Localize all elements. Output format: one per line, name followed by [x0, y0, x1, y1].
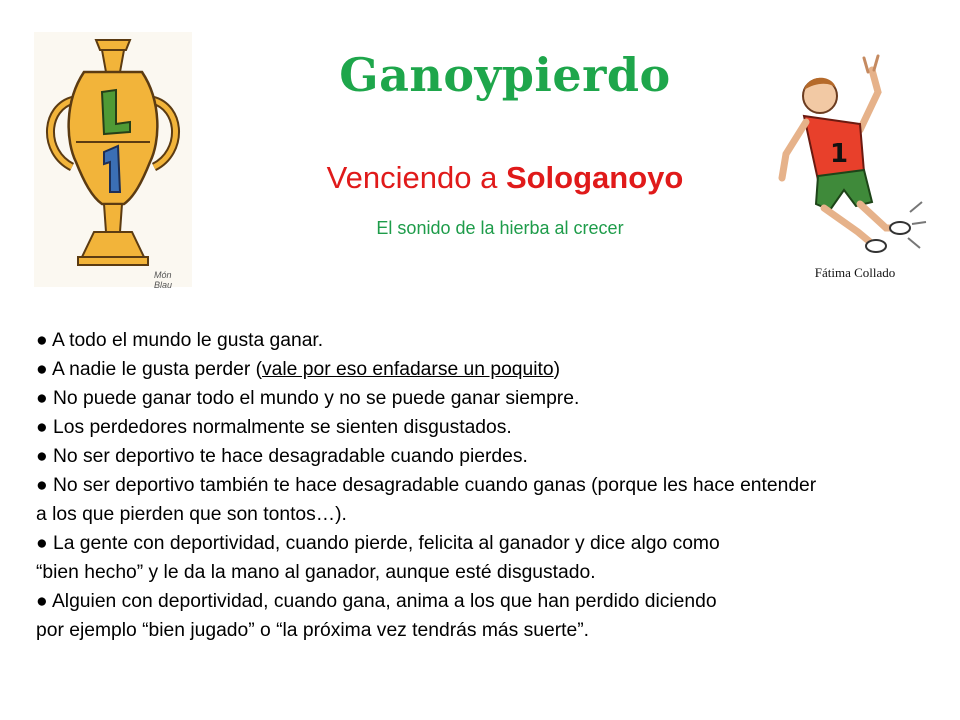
player-illustration — [760, 52, 930, 257]
subtitle — [270, 160, 740, 196]
page-title: Ganoypierdo — [339, 48, 671, 102]
subtitle-prefix: Venciendo a — [326, 160, 506, 195]
bullet-2-pre: ● A nadie le gusta perder ( — [36, 359, 263, 380]
bullet-item-8-line-2: por ejemplo “bien jugado” o “la próxima vez tendrás más suerte”. — [36, 620, 589, 641]
subtitle-bold: Sologanoyo — [505, 160, 684, 195]
bullet-item-6-line-2: a los que pierden que son tontos…). — [36, 504, 347, 525]
bullet-item-7-line-2: “bien hecho” y le da la mano al ganador, aunque esté disgustado. — [36, 562, 596, 583]
bullet-item-4: ● Los perdedores normalmente se sienten disgustados. — [36, 417, 512, 438]
player-shirt-number: 1 — [830, 139, 849, 169]
bullet-item-2 — [36, 355, 936, 384]
bullet-item-6-line-1: ● No ser deportivo también te hace desagradable cuando ganas (porque les hace entender — [36, 475, 817, 496]
jumping-player-icon — [760, 52, 930, 257]
bullet-item-3: ● No puede ganar todo el mundo y no se puede ganar siempre. — [36, 388, 580, 409]
trophy-illustration — [34, 32, 192, 290]
bullet-item-7-line-1: ● La gente con deportividad, cuando pierde, felicita al ganador y dice algo como — [36, 533, 720, 554]
bullet-2-underlined: vale por eso enfadarse un poquito — [262, 359, 554, 380]
bullet-2-post: ) — [553, 359, 561, 380]
illustration-credit: Fátima Collado — [814, 265, 896, 280]
trophy-icon — [34, 32, 192, 287]
bullet-list — [36, 326, 936, 645]
bullet-item-5: ● No ser deportivo te hace desagradable cuando pierdes. — [36, 446, 528, 467]
tagline: El sonido de la hierba al crecer — [376, 218, 624, 238]
bullet-item-8-line-1: ● Alguien con deportividad, cuando gana, anima a los que han perdido diciendo — [36, 591, 717, 612]
trophy-signature: Món Blau — [154, 270, 173, 290]
bullet-item-1: ● A todo el mundo le gusta ganar. — [36, 330, 324, 351]
